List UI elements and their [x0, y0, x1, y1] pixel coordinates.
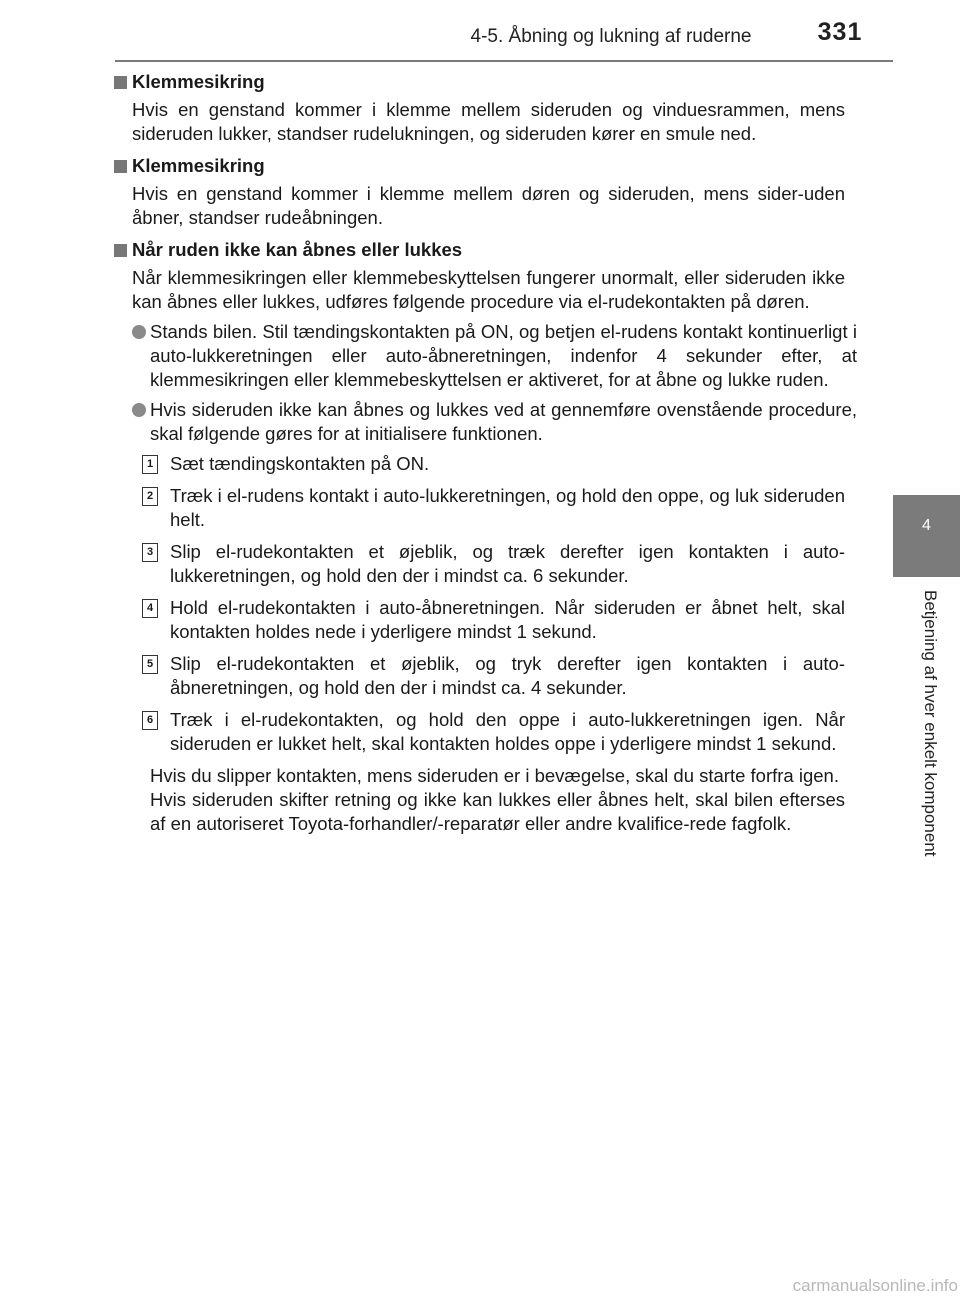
section-block: [112, 70, 857, 146]
step-text: Sæt tændingskontakten på ON.: [170, 453, 430, 474]
chapter-number: 4: [922, 517, 931, 534]
section-title: 4-5. Åbning og lukning af ruderne: [470, 26, 752, 47]
square-bullet-icon: [114, 160, 127, 173]
square-bullet-icon: [114, 76, 127, 89]
section-text: Når klemmesikringen eller klemmebeskyttelsen fungerer unormalt, eller sideruden ikke kan åbnes eller lukkes, udføres følgende procedure via el-rudekontakten på døren.: [132, 267, 845, 312]
section-heading-text: Klemmesikring: [132, 155, 265, 176]
chapter-tab: [893, 495, 960, 577]
section-heading-text: Klemmesikring: [132, 71, 265, 92]
step-item: [146, 452, 857, 476]
section-heading-text: Når ruden ikke kan åbnes eller lukkes: [132, 239, 463, 260]
square-bullet-icon: [114, 244, 127, 257]
step-text: Hold el-rudekontakten i auto-åbneretningen. Når sideruden er åbnet helt, skal kontakten holdes nede i yderligere mindst 1 sekund.: [170, 597, 845, 642]
step-text: Træk i el-rudekontakten, og hold den oppe i auto-lukkeretningen igen. Når sideruden er lukket helt, skal kontakten holdes oppe i yderligere mindst 1 sekund.: [170, 709, 845, 754]
page-header: [0, 0, 960, 62]
step-text: Slip el-rudekontakten et øjeblik, og tryk derefter igen kontakten i auto-åbneretningen, og hold den der i mindst ca. 4 sekunder.: [170, 653, 845, 698]
section-heading: [112, 154, 857, 178]
watermark: carmanualsonline.info: [792, 1276, 958, 1295]
circle-bullet-icon: [132, 325, 146, 339]
step-number-icon: 3: [142, 543, 158, 562]
circle-bullet-icon: [132, 403, 146, 417]
header-rule: [115, 60, 893, 62]
step-item: [146, 596, 857, 644]
page-number: 331: [817, 18, 863, 46]
bullet-text: Stands bilen. Stil tændingskontakten på ON, og betjen el-rudens kontakt kontinuerligt i auto-lukkeretningen eller auto-åbneretningen, indenfor 4 sekunder efter, at klemmesikringen eller klemmebeskyttelsen er aktiveret, for at åbne og lukke ruden.: [150, 321, 857, 390]
note-text: Hvis du slipper kontakten, mens sideruden er i bevægelse, skal du starte forfra igen.: [150, 765, 839, 786]
step-item: [146, 708, 857, 756]
note-block: [150, 764, 857, 836]
step-item: [146, 540, 857, 588]
step-text: Træk i el-rudens kontakt i auto-lukkeretningen, og hold den oppe, og luk sideruden helt.: [170, 485, 845, 530]
section-block: [112, 238, 857, 836]
note-text: Hvis sideruden skifter retning og ikke kan lukkes eller åbnes helt, skal bilen efterses af en autoriseret Toyota-forhandler/-reparatør eller andre kvalifice-rede fagfolk.: [150, 789, 845, 834]
step-number-icon: 6: [142, 711, 158, 730]
section-block: [112, 154, 857, 230]
section-text: Hvis en genstand kommer i klemme mellem sideruden og vinduesrammen, mens sideruden lukker, standser rudelukningen, og sideruden kører en smule ned.: [132, 99, 845, 144]
step-number-icon: 1: [142, 455, 158, 474]
bullet-item: [132, 398, 857, 446]
step-number-icon: 2: [142, 487, 158, 506]
step-text: Slip el-rudekontakten et øjeblik, og træk derefter igen kontakten i auto-lukkeretningen, og hold den der i mindst ca. 6 sekunder.: [170, 541, 845, 586]
section-heading: [112, 238, 857, 262]
chapter-label: Betjening af hver enkelt komponent: [921, 590, 940, 857]
bullet-text: Hvis sideruden ikke kan åbnes og lukkes ved at gennemføre ovenstående procedure, skal følgende gøres for at initialisere funktionen.: [150, 399, 857, 444]
step-number-icon: 4: [142, 599, 158, 618]
section-text: Hvis en genstand kommer i klemme mellem døren og sideruden, mens sider-uden åbner, standser rudeåbningen.: [132, 183, 845, 228]
step-number-icon: 5: [142, 655, 158, 674]
step-item: [146, 652, 857, 700]
section-heading: [112, 70, 857, 94]
page-content: [112, 70, 857, 844]
step-item: [146, 484, 857, 532]
bullet-item: [132, 320, 857, 392]
